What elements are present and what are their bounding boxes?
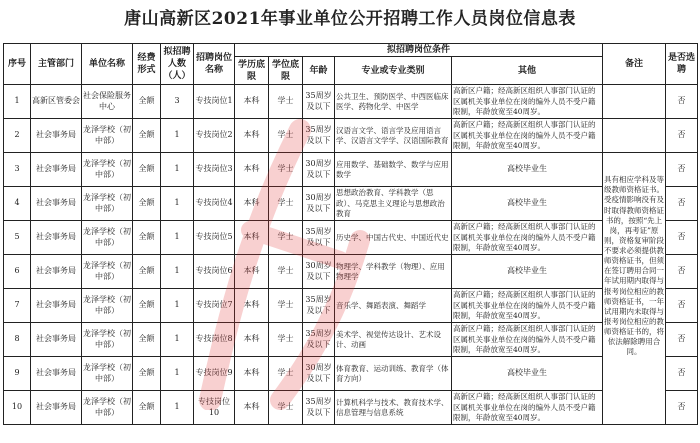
cell-fund: 全额: [133, 187, 161, 221]
table-row: [4, 255, 698, 289]
cell-age: 35周岁及以下: [303, 221, 335, 255]
header-major: 专业或专业类别: [335, 57, 452, 85]
cell-fund: 全额: [133, 323, 161, 357]
remark-teacher-certificate: 具有相应学科及等级教师资格证书。受疫情影响没有及时取得教师资格证书的，按照“先上岗，再考证”原则，资格复审阶段不要求必须提供教师资格证书，但须在签订聘用合同一年试用期内取得与报考岗位相应的教师资格证书，一年试用期内未取得与报考岗位相应的教师资格证书的，将依法解除聘用合同。: [603, 153, 666, 425]
cell-other: 高校毕业生: [452, 357, 603, 391]
cell-no: 1: [4, 85, 31, 119]
cell-unit: 龙泽学校（初中部）: [82, 187, 133, 221]
cell-fund: 全额: [133, 221, 161, 255]
cell-count: 1: [161, 391, 194, 425]
cell-count: 1: [161, 153, 194, 187]
table-row: [4, 221, 698, 255]
table-row: [4, 357, 698, 391]
cell-count: 1: [161, 289, 194, 323]
cell-fund: 全额: [133, 391, 161, 425]
cell-age: 35周岁及以下: [303, 323, 335, 357]
header-age: 年龄: [303, 57, 335, 85]
cell-dept: 社会事务局: [31, 187, 82, 221]
cell-degree: 学士: [269, 153, 303, 187]
cell-no: 4: [4, 187, 31, 221]
cell-unit: 龙泽学校（初中部）: [82, 119, 133, 153]
cell-unit: 龙泽学校（初中部）: [82, 323, 133, 357]
table-row: [4, 323, 698, 357]
cell-degree: 学士: [269, 187, 303, 221]
cell-major: 汉语言文学、语言学及应用语言学、汉语言文学学、汉语国际教育: [335, 119, 452, 153]
cell-other: 高新区户籍；经高新区组织人事部门认证的区属机关事业单位在岗的编外人员不受户籍限制，年龄放宽至40周岁。: [452, 119, 603, 153]
cell-major: 计算机科学与技术、教育技术学、信息管理与信息系统: [335, 391, 452, 425]
header-selection: 是否选聘: [666, 44, 698, 85]
header-other: 其他: [452, 57, 603, 85]
cell-degree: 学士: [269, 391, 303, 425]
cell-no: 6: [4, 255, 31, 289]
cell-count: 1: [161, 323, 194, 357]
cell-edu: 本科: [235, 187, 269, 221]
cell-post: 专技岗位1: [194, 85, 235, 119]
cell-fund: 全额: [133, 153, 161, 187]
cell-post: 专技岗位9: [194, 357, 235, 391]
cell-other: 高新区户籍；经高新区组织人事部门认证的区属机关事业单位在岗的编外人员不受户籍限制，年龄放宽至40周岁。: [452, 221, 603, 255]
cell-major: 音乐学、舞蹈表演、舞蹈学: [335, 289, 452, 323]
cell-post: 专技岗位6: [194, 255, 235, 289]
cell-selection: 否: [666, 255, 698, 289]
cell-post: 专技岗位3: [194, 153, 235, 187]
cell-remark: [603, 119, 666, 153]
table-row: [4, 289, 698, 323]
cell-age: 30周岁及以下: [303, 357, 335, 391]
cell-fund: 全额: [133, 119, 161, 153]
cell-dept: 高新区管委会: [31, 85, 82, 119]
cell-unit: 龙泽学校（初中部）: [82, 391, 133, 425]
cell-degree: 学士: [269, 119, 303, 153]
cell-no: 9: [4, 357, 31, 391]
cell-post: 专技岗位8: [194, 323, 235, 357]
cell-major: 应用数学、基础数学、数学与应用数学: [335, 153, 452, 187]
cell-edu: 本科: [235, 357, 269, 391]
cell-unit: 龙泽学校（初中部）: [82, 255, 133, 289]
cell-degree: 学士: [269, 323, 303, 357]
cell-age: 35周岁及以下: [303, 289, 335, 323]
cell-major: 体育教育、运动训练、教育学（体育方向）: [335, 357, 452, 391]
cell-dept: 社会事务局: [31, 255, 82, 289]
cell-no: 10: [4, 391, 31, 425]
cell-fund: 全额: [133, 255, 161, 289]
cell-dept: 社会事务局: [31, 289, 82, 323]
cell-edu: 本科: [235, 323, 269, 357]
cell-unit: 龙泽学校（初中部）: [82, 153, 133, 187]
cell-selection: 否: [666, 119, 698, 153]
cell-age: 35周岁及以下: [303, 119, 335, 153]
cell-degree: 学士: [269, 221, 303, 255]
cell-major: 美术学、视觉传达设计、艺术设计、动画: [335, 323, 452, 357]
cell-age: 30周岁及以下: [303, 153, 335, 187]
cell-dept: 社会事务局: [31, 323, 82, 357]
cell-edu: 本科: [235, 153, 269, 187]
cell-degree: 学士: [269, 357, 303, 391]
cell-no: 3: [4, 153, 31, 187]
cell-count: 1: [161, 357, 194, 391]
cell-selection: 否: [666, 289, 698, 323]
cell-degree: 学士: [269, 85, 303, 119]
cell-other: 高新区户籍；经高新区组织人事部门认证的区属机关事业单位在岗的编外人员不受户籍限制，年龄放宽至40周岁。: [452, 323, 603, 357]
cell-unit: 龙泽学校（初中部）: [82, 221, 133, 255]
cell-unit: 龙泽学校（初中部）: [82, 289, 133, 323]
header-remark: 备注: [603, 44, 666, 85]
cell-dept: 社会事务局: [31, 119, 82, 153]
header-edu: 学历底限: [235, 57, 269, 85]
cell-major: 历史学、中国古代史、中国近代史: [335, 221, 452, 255]
cell-selection: 否: [666, 323, 698, 357]
cell-fund: 全额: [133, 357, 161, 391]
cell-count: 1: [161, 187, 194, 221]
cell-selection: 否: [666, 357, 698, 391]
header-fund: 经费形式: [133, 44, 161, 85]
cell-post: 专技岗位2: [194, 119, 235, 153]
cell-dept: 社会事务局: [31, 357, 82, 391]
cell-age: 35周岁及以下: [303, 391, 335, 425]
cell-other: 高校毕业生: [452, 255, 603, 289]
cell-edu: 本科: [235, 119, 269, 153]
cell-age: 30周岁及以下: [303, 255, 335, 289]
cell-major: 公共卫生、预防医学、中西医临床医学、药物化学、中医学: [335, 85, 452, 119]
cell-selection: 否: [666, 391, 698, 425]
cell-selection: 否: [666, 85, 698, 119]
cell-count: 1: [161, 255, 194, 289]
cell-count: 3: [161, 85, 194, 119]
cell-edu: 本科: [235, 391, 269, 425]
cell-edu: 本科: [235, 221, 269, 255]
cell-other: 高校毕业生: [452, 153, 603, 187]
cell-other: 高校毕业生: [452, 187, 603, 221]
header-count: 拟招聘人数（人）: [161, 44, 194, 85]
cell-selection: 否: [666, 221, 698, 255]
table-row: [4, 187, 698, 221]
cell-no: 8: [4, 323, 31, 357]
header-no: 序号: [4, 44, 31, 85]
cell-other: 高新区户籍；经高新区组织人事部门认证的区属机关事业单位在岗的编外人员不受户籍限制，年龄放宽至40周岁。: [452, 289, 603, 323]
cell-dept: 社会事务局: [31, 221, 82, 255]
cell-age: 35周岁及以下: [303, 85, 335, 119]
cell-other: 高新区户籍；经高新区组织人事部门认证的区属机关事业单位在岗的编外人员不受户籍限制，年龄放宽至40周岁。: [452, 391, 603, 425]
cell-count: 1: [161, 119, 194, 153]
header-conditions: 拟招聘岗位条件: [235, 44, 603, 57]
cell-edu: 本科: [235, 85, 269, 119]
page-title: 唐山高新区2021年事业单位公开招聘工作人员岗位信息表: [124, 9, 576, 29]
cell-fund: 全额: [133, 289, 161, 323]
header-degree: 学位底限: [269, 57, 303, 85]
cell-fund: 全额: [133, 85, 161, 119]
cell-unit: 龙泽学校（初中部）: [82, 357, 133, 391]
header-dept: 主管部门: [31, 44, 82, 85]
cell-degree: 学士: [269, 289, 303, 323]
cell-count: 1: [161, 221, 194, 255]
table-row: [4, 119, 698, 153]
header-post: 招聘岗位名称: [194, 44, 235, 85]
cell-post: 专技岗位5: [194, 221, 235, 255]
cell-degree: 学士: [269, 255, 303, 289]
table-row: [4, 153, 698, 187]
cell-post: 专技岗位10: [194, 391, 235, 425]
positions-table: [3, 43, 698, 425]
cell-selection: 否: [666, 187, 698, 221]
cell-no: 2: [4, 119, 31, 153]
cell-no: 7: [4, 289, 31, 323]
cell-unit: 社会保险服务中心: [82, 85, 133, 119]
cell-other: 高新区户籍；经高新区组织人事部门认证的区属机关事业单位在岗的编外人员不受户籍限制，年龄放宽至40周岁。: [452, 85, 603, 119]
cell-dept: 社会事务局: [31, 391, 82, 425]
cell-major: 思想政治教育、学科教学（思政）、马克思主义理论与思想政治教育: [335, 187, 452, 221]
table-row: [4, 391, 698, 425]
cell-remark: [603, 85, 666, 119]
cell-dept: 社会事务局: [31, 153, 82, 187]
cell-no: 5: [4, 221, 31, 255]
cell-edu: 本科: [235, 255, 269, 289]
table-row: [4, 85, 698, 119]
cell-post: 专技岗位7: [194, 289, 235, 323]
header-unit: 单位名称: [82, 44, 133, 85]
cell-major: 物理学、学科教学（物理）、应用物理学: [335, 255, 452, 289]
cell-edu: 本科: [235, 289, 269, 323]
cell-age: 30周岁及以下: [303, 187, 335, 221]
cell-selection: 否: [666, 153, 698, 187]
cell-post: 专技岗位4: [194, 187, 235, 221]
